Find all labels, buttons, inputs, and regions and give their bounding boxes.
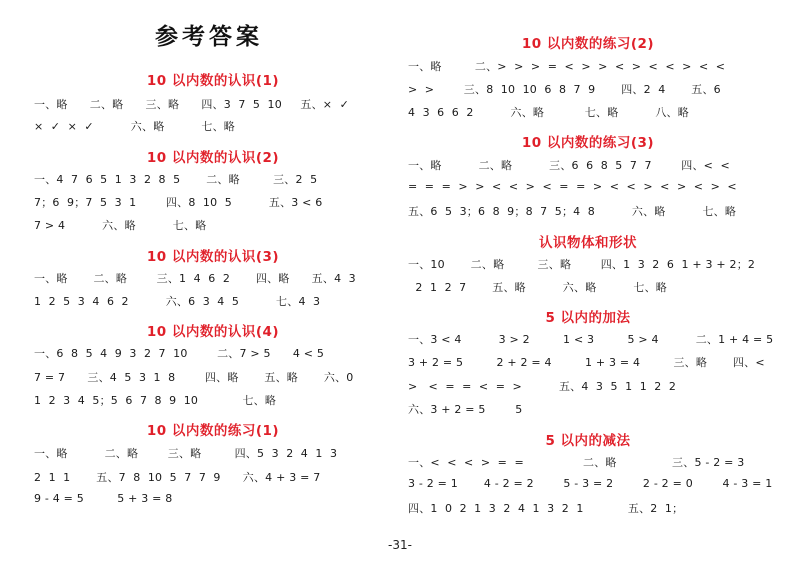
answer-line: 六、3 + 2 = 5 5 bbox=[408, 403, 523, 416]
section-title: 10 以内数的认识(2) bbox=[146, 150, 280, 166]
answer-line: 一、略 二、略 三、1 4 6 2 四、略 五、4 3 bbox=[34, 272, 356, 285]
answer-line: 一、3 < 4 3 > 2 1 < 3 5 > 4 二、1 + 4 = 5 bbox=[408, 333, 774, 346]
page-title: 参考答案 bbox=[155, 24, 263, 50]
section-title: 10 以内数的练习(2) bbox=[521, 36, 655, 52]
answer-line: 7 > 4 六、略 七、略 bbox=[34, 219, 207, 232]
section-title: 10 以内数的认识(3) bbox=[146, 249, 280, 265]
section-title: 10 以内数的认识(1) bbox=[146, 73, 280, 89]
answer-line: 4 3 6 6 2 六、略 七、略 八、略 bbox=[408, 106, 689, 119]
answer-line: 四、1 0 2 1 3 2 4 1 3 2 1 五、2 1； bbox=[408, 502, 684, 515]
section-title: 认识物体和形状 bbox=[539, 235, 637, 251]
section-title: 10 以内数的练习(3) bbox=[521, 135, 655, 151]
answer-line: 一、略 二、> > > = < > > < > < < > < < bbox=[408, 60, 726, 73]
answer-line: = = = > > < < > < = = > < < > < > < > < bbox=[408, 180, 737, 193]
answer-line: 9 - 4 = 5 5 + 3 = 8 bbox=[34, 492, 173, 505]
answer-line: 一、10 二、略 三、略 四、1 3 2 6 1 + 3 + 2；2 bbox=[408, 258, 756, 271]
answer-line: 1 2 5 3 4 6 2 六、6 3 4 5 七、4 3 bbox=[34, 295, 321, 308]
section-title: 10 以内数的认识(4) bbox=[146, 324, 280, 340]
answer-line: 2 1 2 7 五、略 六、略 七、略 bbox=[408, 281, 667, 294]
answer-line: 一、略 二、略 三、略 四、5 3 2 4 1 3 bbox=[34, 447, 338, 460]
answer-line: 3 - 2 = 1 4 - 2 = 2 5 - 3 = 2 2 - 2 = 0 4 - 3 = 1 bbox=[408, 477, 773, 490]
answer-line: 7；6 9；7 5 3 1 四、8 10 5 五、3 < 6 bbox=[34, 196, 323, 209]
answer-line: × ✓ × ✓ 六、略 七、略 bbox=[34, 120, 235, 133]
answer-line: 7 = 7 三、4 5 3 1 8 四、略 五、略 六、0 bbox=[34, 371, 354, 384]
page-number: -31- bbox=[388, 538, 412, 552]
section-title: 5 以内的减法 bbox=[545, 433, 631, 449]
answer-line: 一、6 8 5 4 9 3 2 7 10 二、7 > 5 4 < 5 bbox=[34, 347, 325, 360]
answer-line: 一、< < < > = = 二、略 三、5 - 2 = 3 bbox=[408, 456, 745, 469]
answer-line: 一、4 7 6 5 1 3 2 8 5 二、略 三、2 5 bbox=[34, 173, 318, 186]
answer-line: > > 三、8 10 10 6 8 7 9 四、2 4 五、6 bbox=[408, 83, 721, 96]
section-title: 10 以内数的练习(1) bbox=[146, 423, 280, 439]
answer-line: 一、略 二、略 三、6 6 8 5 7 7 四、< < bbox=[408, 159, 730, 172]
answer-line: 3 + 2 = 5 2 + 2 = 4 1 + 3 = 4 三、略 四、< bbox=[408, 356, 765, 369]
answer-line: > < = = < = > 五、4 3 5 1 1 2 2 bbox=[408, 380, 677, 393]
section-title: 5 以内的加法 bbox=[545, 310, 631, 326]
answer-line: 2 1 1 五、7 8 10 5 7 7 9 六、4 + 3 = 7 bbox=[34, 471, 321, 484]
answer-line: 一、略 二、略 三、略 四、3 7 5 10 五、× ✓ bbox=[34, 98, 350, 111]
answer-line: 五、6 5 3；6 8 9；8 7 5；4 8 六、略 七、略 bbox=[408, 205, 737, 218]
answer-line: 1 2 3 4 5；5 6 7 8 9 10 七、略 bbox=[34, 394, 277, 407]
